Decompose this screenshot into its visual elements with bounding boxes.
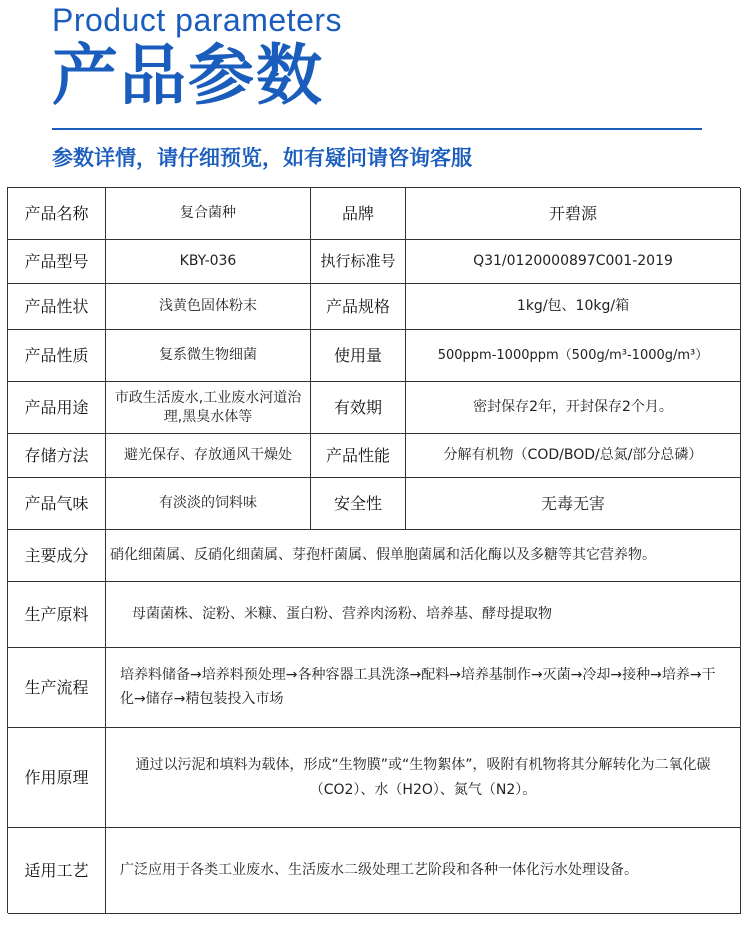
wide-row-value: 通过以污泥和填料为载体，形成“生物膜”或“生物絮体”，吸附有机物将其分解转化为二氧化碳（CO2）、水（H2O）、氮气（N2）。 — [106, 728, 741, 828]
row-value: 复合菌种 — [106, 188, 311, 240]
row-label: 产品性状 — [8, 284, 106, 330]
wide-row-label: 主要成分 — [8, 530, 106, 582]
wide-row-label: 生产流程 — [8, 648, 106, 728]
row-value-2: 密封保存2年，开封保存2个月。 — [406, 382, 741, 434]
row-label: 产品用途 — [8, 382, 106, 434]
row-value: 避光保存、存放通风干燥处 — [106, 434, 311, 478]
wide-row-label: 生产原料 — [8, 582, 106, 648]
row-label: 产品性质 — [8, 330, 106, 382]
row-label-2: 有效期 — [311, 382, 406, 434]
row-value: 复系微生物细菌 — [106, 330, 311, 382]
row-label-2: 使用量 — [311, 330, 406, 382]
wide-row-value: 培养料储备→培养料预处理→各种容器工具洗涤→配料→培养基制作→灭菌→冷却→接种→培养→干化→储存→精包装投入市场 — [106, 648, 741, 728]
row-value: 市政生活废水,工业废水河道治理,黑臭水体等 — [106, 382, 311, 434]
row-value-2: Q31/0120000897C001-2019 — [406, 240, 741, 284]
row-label: 产品型号 — [8, 240, 106, 284]
wide-row-value: 硝化细菌属、反硝化细菌属、芽孢杆菌属、假单胞菌属和活化酶以及多糖等其它营养物。 — [106, 530, 741, 582]
row-value-2: 无毒无害 — [406, 478, 741, 530]
row-label: 存储方法 — [8, 434, 106, 478]
parameter-table — [7, 187, 740, 913]
wide-row-value: 广泛应用于各类工业废水、生活废水二级处理工艺阶段和各种一体化污水处理设备。 — [106, 828, 741, 914]
row-value: KBY-036 — [106, 240, 311, 284]
row-label-2: 品牌 — [311, 188, 406, 240]
row-label-2: 执行标准号 — [311, 240, 406, 284]
title-english: Product parameters — [52, 2, 343, 38]
wide-row-label: 作用原理 — [8, 728, 106, 828]
wide-row-value: 母菌菌株、淀粉、米糠、蛋白粉、营养肉汤粉、培养基、酵母提取物 — [106, 582, 741, 648]
row-value-2: 1kg/包、10kg/箱 — [406, 284, 741, 330]
row-label: 产品气味 — [8, 478, 106, 530]
title-chinese: 产品参数 — [52, 37, 324, 114]
row-label-2: 产品规格 — [311, 284, 406, 330]
row-value: 浅黄色固体粉末 — [106, 284, 311, 330]
title-divider — [52, 128, 702, 130]
row-label: 产品名称 — [8, 188, 106, 240]
subtitle: 参数详情，请仔细预览，如有疑问请咨询客服 — [52, 146, 472, 170]
row-value-2: 开碧源 — [406, 188, 741, 240]
wide-row-label: 适用工艺 — [8, 828, 106, 914]
row-value: 有淡淡的饲料味 — [106, 478, 311, 530]
row-value-2: 分解有机物（COD/BOD/总氮/部分总磷） — [406, 434, 741, 478]
row-label-2: 安全性 — [311, 478, 406, 530]
row-value-2: 500ppm-1000ppm（500g/m³-1000g/m³） — [406, 330, 741, 382]
row-label-2: 产品性能 — [311, 434, 406, 478]
